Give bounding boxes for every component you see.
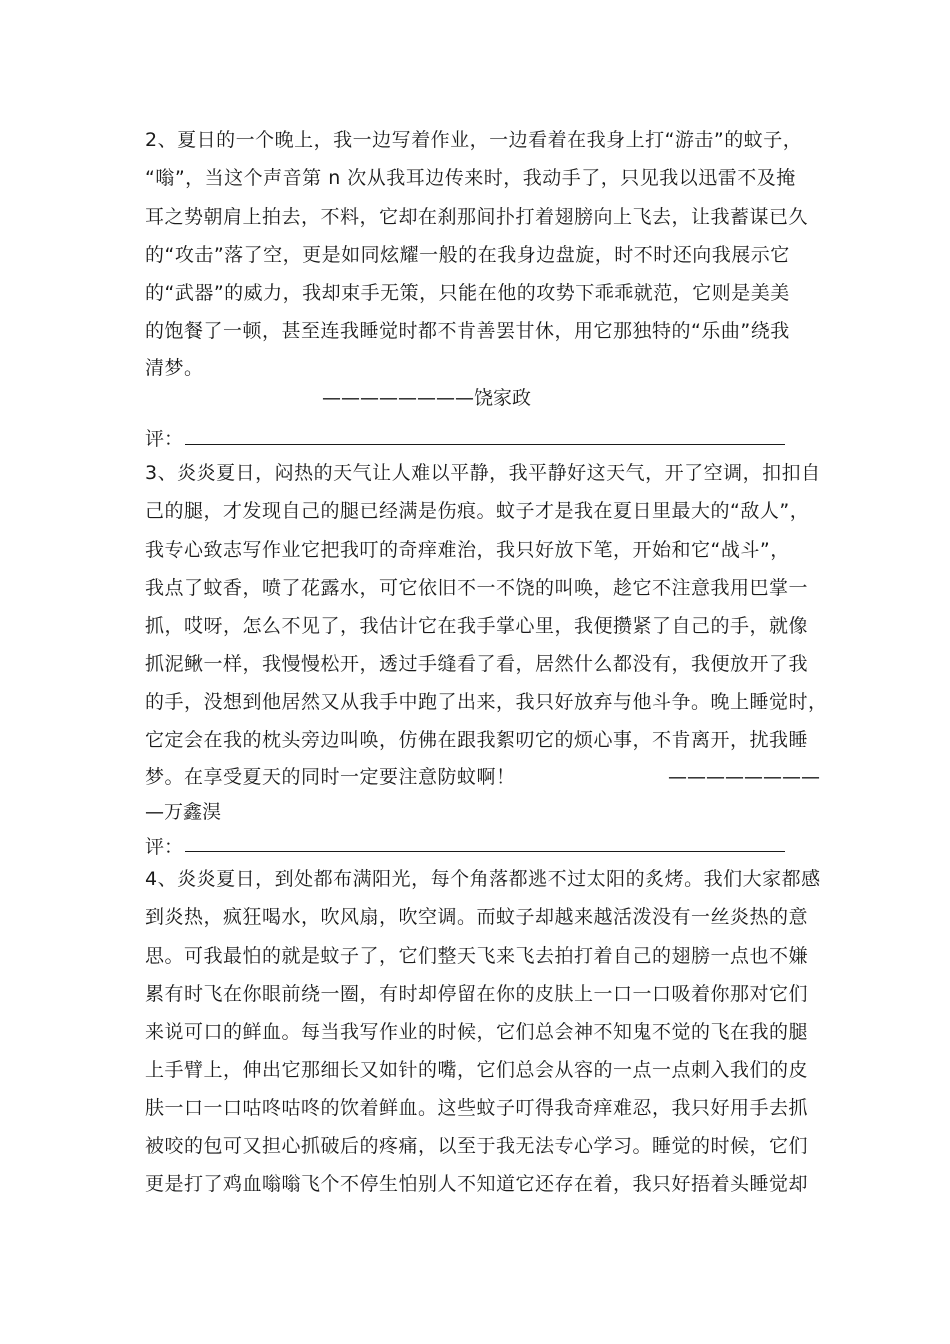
essay-line: 我点了蚊香，喷了花露水，可它依旧不一不饶的叫唤，趁它不注意我用巴掌一	[145, 577, 809, 599]
essay-line: 3、炎炎夏日，闷热的天气让人难以平静，我平静好这天气，开了空调，扣扣自	[145, 462, 821, 484]
essay-line: 清梦。	[145, 357, 204, 379]
essay-line: 我专心致志写作业它把我叮的奇痒难治，我只好放下笔，开始和它“战斗”，	[145, 539, 790, 561]
review-blank-line[interactable]	[185, 851, 785, 852]
essay-line: “嗡”，当这个声音第 n 次从我耳边传来时，我动手了，只见我以迅雷不及掩	[145, 167, 796, 189]
essay-line: 被咬的包可又担心抓破后的疼痛，以至于我无法专心学习。睡觉的时候，它们	[145, 1135, 809, 1157]
essay-line: 的“武器”的威力，我却束手无策，只能在他的攻势下乖乖就范，它则是美美	[145, 282, 790, 304]
essay-line: 4、炎炎夏日，到处都布满阳光，每个角落都逃不过太阳的炙烤。我们大家都感	[145, 868, 821, 890]
essay-line: 肤一口一口咕咚咕咚的饮着鲜血。这些蚊子叮得我奇痒难忍，我只好用手去抓	[145, 1097, 809, 1119]
essay-line: 上手臂上，伸出它那细长又如针的嘴，它们总会从容的一点一点刺入我们的皮	[145, 1059, 809, 1081]
essay-line: 到炎热，疯狂喝水，吹风扇，吹空调。而蚊子却越来越活泼没有一丝炎热的意	[145, 906, 809, 928]
essay-line: 抓泥鳅一样，我慢慢松开，透过手缝看了看，居然什么都没有，我便放开了我	[145, 653, 809, 675]
essay-line: 的饱餐了一顿，甚至连我睡觉时都不肯善罢甘休，用它那独特的“乐曲”绕我	[145, 320, 790, 342]
author-signature: ————————饶家政	[322, 387, 532, 409]
author-signature-dashes: ————————	[668, 766, 820, 788]
review-blank-line[interactable]	[185, 444, 785, 445]
essay-line: 的手，没想到他居然又从我手中跑了出来，我只好放弃与他斗争。晚上睡觉时，	[145, 691, 828, 713]
review-label: 评：	[145, 428, 184, 450]
essay-line: 累有时飞在你眼前绕一圈，有时却停留在你的皮肤上一口一口吸着你那对它们	[145, 983, 809, 1005]
essay-line: 梦。在享受夏天的同时一定要注意防蚊啊！	[145, 766, 516, 788]
review-label: 评：	[145, 836, 184, 858]
essay-line: 思。可我最怕的就是蚊子了，它们整天飞来飞去拍打着自己的翅膀一点也不嫌	[145, 945, 809, 967]
essay-line: 来说可口的鲜血。每当我写作业的时候，它们总会神不知鬼不觉的飞在我的腿	[145, 1021, 809, 1043]
essay-line: 更是打了鸡血嗡嗡飞个不停生怕别人不知道它还存在着，我只好捂着头睡觉却	[145, 1173, 809, 1195]
author-signature: —万鑫淏	[145, 801, 222, 823]
essay-line: 的“攻击”落了空，更是如同炫耀一般的在我身边盘旋，时不时还向我展示它	[145, 244, 790, 266]
essay-line: 耳之势朝肩上拍去，不料，它却在刹那间扑打着翅膀向上飞去，让我蓄谋已久	[145, 206, 809, 228]
essay-line: 己的腿，才发现自己的腿已经满是伤痕。蚊子才是我在夏日里最大的“敌人”，	[145, 500, 810, 522]
essay-line: 2、夏日的一个晚上，我一边写着作业，一边看着在我身上打“游击”的蚊子，	[145, 129, 803, 151]
essay-line: 抓，哎呀，怎么不见了，我估计它在我手掌心里，我便攒紧了自己的手，就像	[145, 615, 809, 637]
essay-line: 它定会在我的枕头旁边叫唤，仿佛在跟我絮叨它的烦心事，不肯离开，扰我睡	[145, 729, 809, 751]
